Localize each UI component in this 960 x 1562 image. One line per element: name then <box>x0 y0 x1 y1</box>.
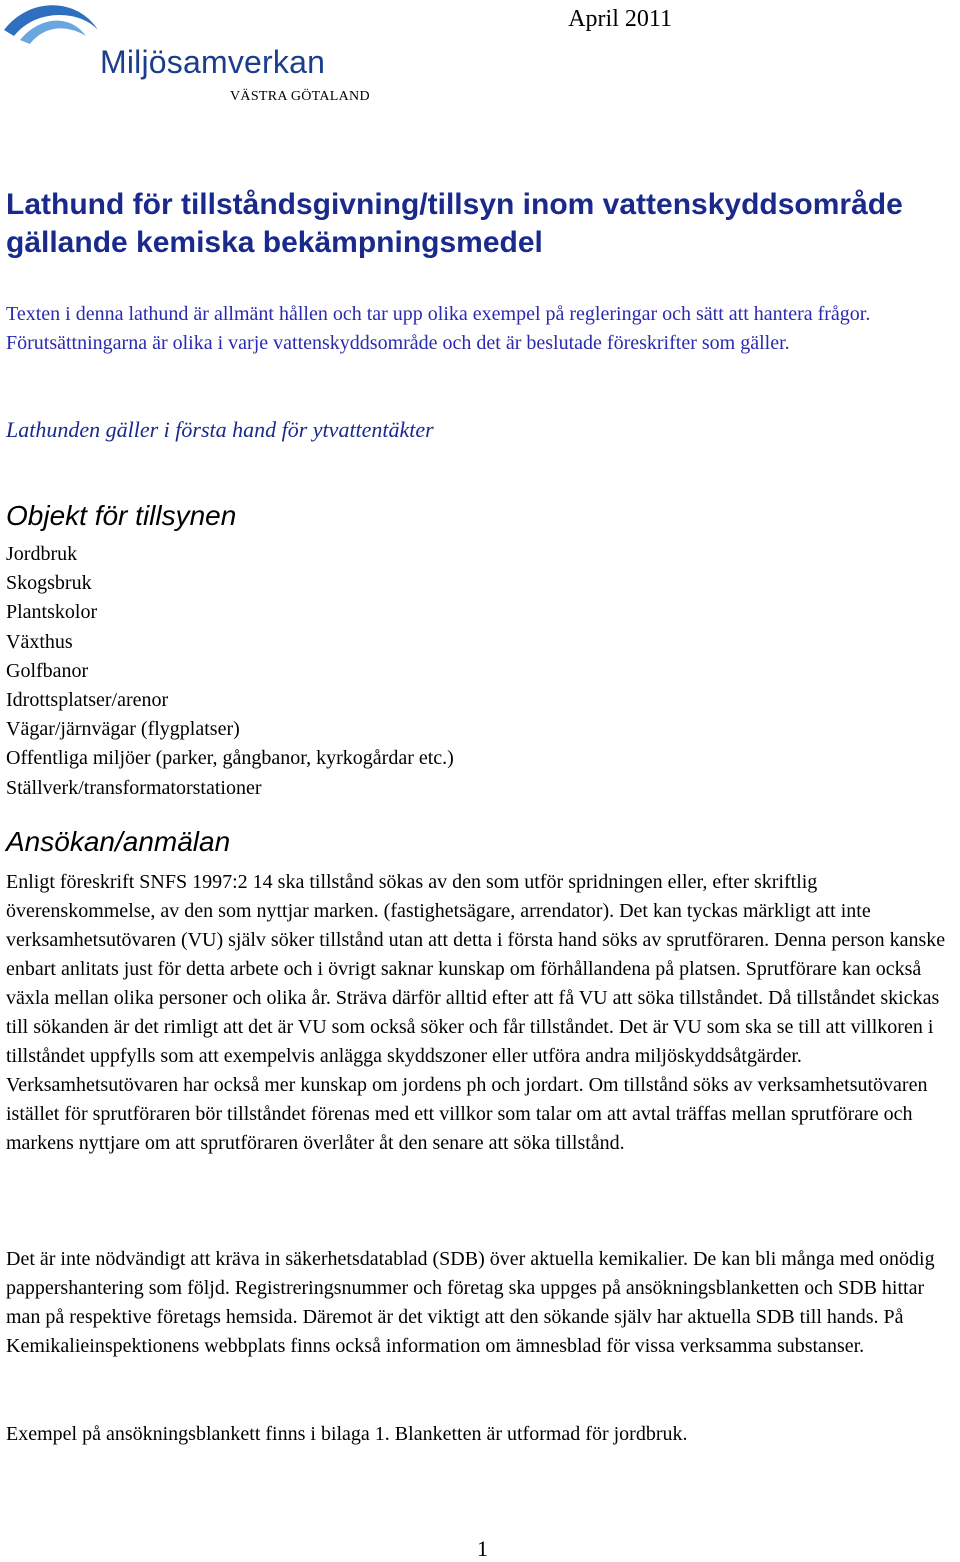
list-item: Jordbruk <box>6 543 78 565</box>
body-paragraph-1: Enligt föreskrift SNFS 1997:2 14 ska tillstånd sökas av den som utför spridningen eller, efter skriftlig överenskommelse, av den som nyttjar marken. (fastighetsägare, arrendator). Det kan tyckas märkligt att inte verksamhetsutövaren (VU) själv söker tillstånd utan att detta i första hand söks av sprutföraren. Denna person kanske enbart anlitats just för detta arbete och i övrigt saknar kunskap om förhållandena på platsen. Sprutförare kan också växla mellan olika personer och olika år. Sträva därför alltid efter att få VU att söka tillståndet. Då tillståndet skickas till sökanden är det rimligt att det är VU som också söker och får tillståndet. Det är VU som ska se till att villkoren i tillståndet uppfylls som att exempelvis anlägga skyddszoner eller utföra andra miljöskyddsåtgärder. Verksamhetsutövaren har också mer kunskap om jordens ph och jordart. Om tillstånd söks av verksamhetsutövaren istället för sprutföraren bör tillståndet förenas med ett villkor som talar om att avtal träffas mellan sprutförare och markens nyttjare om att sprutföraren överlåter åt den senare att söka tillstånd. <box>6 871 946 1154</box>
list-item: Växthus <box>6 630 73 653</box>
list-item: Skogsbruk <box>6 572 92 595</box>
objekt-list <box>6 540 454 803</box>
body-paragraph-2: Det är inte nödvändigt att kräva in säkerhetsdatablad (SDB) över aktuella kemikalier. De kan bli många med onödig pappershantering som följd. Registreringsnummer och företag ska uppges på ansökningsblanketten och SDB hittar man på respektive företags hemsida. Däremot är det viktigt att den sökande själv har aktuella SDB till hands. På Kemikalieinspektionens webbplats finns också information om ämnesblad för vissa verksamma substanser. <box>6 1248 935 1357</box>
list-item: Idrottsplatser/arenor <box>6 689 169 712</box>
list-item: Golfbanor <box>6 659 89 682</box>
list-item: Plantskolor <box>6 601 98 624</box>
list-item: Vägar/järnvägar (flygplatser) <box>6 718 240 741</box>
logo-name: Miljösamverkan <box>100 44 326 80</box>
document-date: April 2011 <box>568 6 672 32</box>
logo <box>0 0 380 112</box>
body-paragraph-3: Exempel på ansökningsblankett finns i bilaga 1. Blanketten är utformad för jordbruk. <box>6 1423 688 1445</box>
logo-region: VÄSTRA GÖTALAND <box>230 89 370 104</box>
document-title: Lathund för tillståndsgivning/tillsyn inom vattenskyddsområde gällande kemiska bekämpningsmedel <box>6 188 903 259</box>
section-heading-ansokan: Ansökan/anmälan <box>6 826 231 857</box>
intro-paragraph: Texten i denna lathund är allmänt hållen och tar upp olika exempel på regleringar och sätt att hantera frågor. Förutsättningarna är olika i varje vattenskyddsområde och det är beslutade föreskrifter som gäller. <box>6 303 871 354</box>
page-number: 1 <box>477 1536 488 1561</box>
list-item: Ställverk/transformatorstationer <box>6 776 262 799</box>
list-item: Offentliga miljöer (parker, gångbanor, kyrkogårdar etc.) <box>6 747 454 770</box>
section-heading-objekt: Objekt för tillsynen <box>6 500 237 531</box>
scope-note: Lathunden gäller i första hand för ytvattentäkter <box>6 417 434 442</box>
